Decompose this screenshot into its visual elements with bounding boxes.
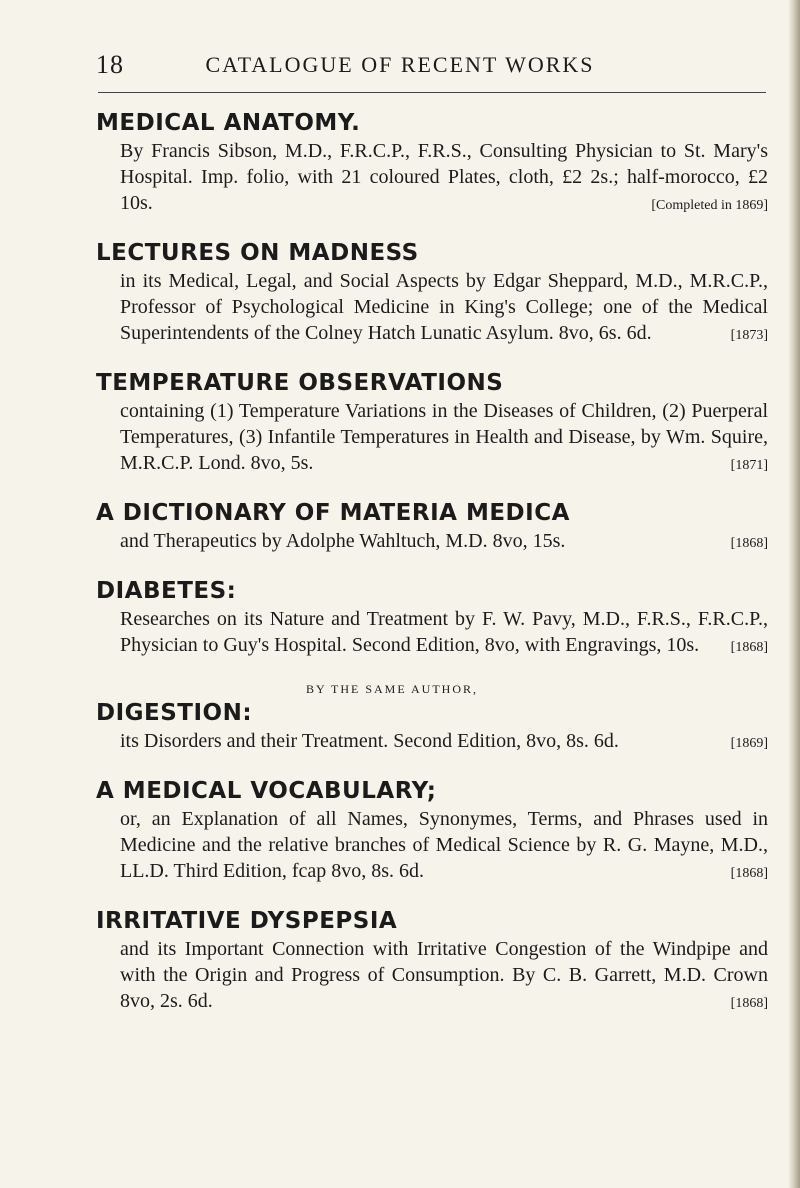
catalogue-entry [96,498,768,554]
catalogue-entry [96,776,768,884]
entry-text: or, an Explanation of all Names, Synonymes, Terms, and Phrases used in Medicine and the relative branches of Medical Science by R. G. Mayne, M.D., LL.D. Third Edition, fcap 8vo, 8s. 6d. [120,808,768,882]
entry-year: [1871] [730,458,768,473]
entry-title: TEMPERATURE OBSERVATIONS [96,370,504,396]
catalogue-entry [96,576,768,658]
catalogue-entry [96,368,768,476]
entry-year: [1868] [730,536,768,551]
catalogue-entry [96,680,768,754]
page-number: 18 [96,50,124,79]
entry-text: and Therapeutics by Adolphe Wahltuch, M.D. 8vo, 15s. [120,530,566,552]
entry-text: and its Important Connection with Irritative Congestion of the Windpipe and with the Origin and Progress of Consumption. By C. B. Garrett, M.D. Crown 8vo, 2s. 6d. [120,938,768,1012]
entry-title: DIGESTION: [96,700,253,726]
entry-text: its Disorders and their Treatment. Second Edition, 8vo, 8s. 6d. [120,730,619,752]
page-header [0,50,800,90]
catalogue-entry [96,108,768,216]
running-title: CATALOGUE OF RECENT WORKS [205,52,595,77]
catalogue-entry [96,238,768,346]
page-edge-shadow [788,0,800,1188]
catalogue-entries [96,108,768,1036]
entry-year: [1868] [730,996,768,1011]
entry-description [120,728,768,754]
same-author-note: BY THE SAME AUTHOR, [306,682,479,696]
entry-year: [Completed in 1869] [651,198,768,213]
entry-year: [1868] [730,866,768,881]
entry-description [120,398,768,476]
entry-description [120,936,768,1014]
entry-year: [1873] [730,328,768,343]
entry-title: DIABETES: [96,578,237,604]
entry-text: By Francis Sibson, M.D., F.R.C.P., F.R.S., Consulting Physician to St. Mary's Hospital. Imp. folio, with 21 coloured Plates, cloth, £2 2s.; half-morocco, £2 10s. [120,140,768,214]
entry-description [120,528,768,554]
entry-text: containing (1) Temperature Variations in the Diseases of Children, (2) Puerperal Temperatures, (3) Infantile Temperatures in Health and Disease, by Wm. Squire, M.R.C.P. Lond. 8vo, 5s. [120,400,768,474]
entry-title: IRRITATIVE DYSPEPSIA [96,908,398,934]
entry-description [120,268,768,346]
entry-title: A MEDICAL VOCABULARY; [96,778,437,804]
entry-year: [1868] [730,640,768,655]
entry-text: Researches on its Nature and Treatment by F. W. Pavy, M.D., F.R.S., F.R.C.P., Physician to Guy's Hospital. Second Edition, 8vo, with Engravings, 10s. [120,608,768,656]
entry-title: LECTURES ON MADNESS [96,240,419,266]
entry-title: MEDICAL ANATOMY. [96,110,361,136]
entry-description [120,138,768,216]
entry-text: in its Medical, Legal, and Social Aspects by Edgar Sheppard, M.D., M.R.C.P., Professor of Psychological Medicine in King's College; one of the Medical Superintendents of the Colney Hatch Lunatic Asylum. 8vo, 6s. 6d. [120,270,768,344]
catalogue-entry [96,906,768,1014]
entry-year: [1869] [730,736,768,751]
header-rule [98,92,766,93]
entry-description [120,606,768,658]
entry-description [120,806,768,884]
entry-title: A DICTIONARY OF MATERIA MEDICA [96,500,570,526]
